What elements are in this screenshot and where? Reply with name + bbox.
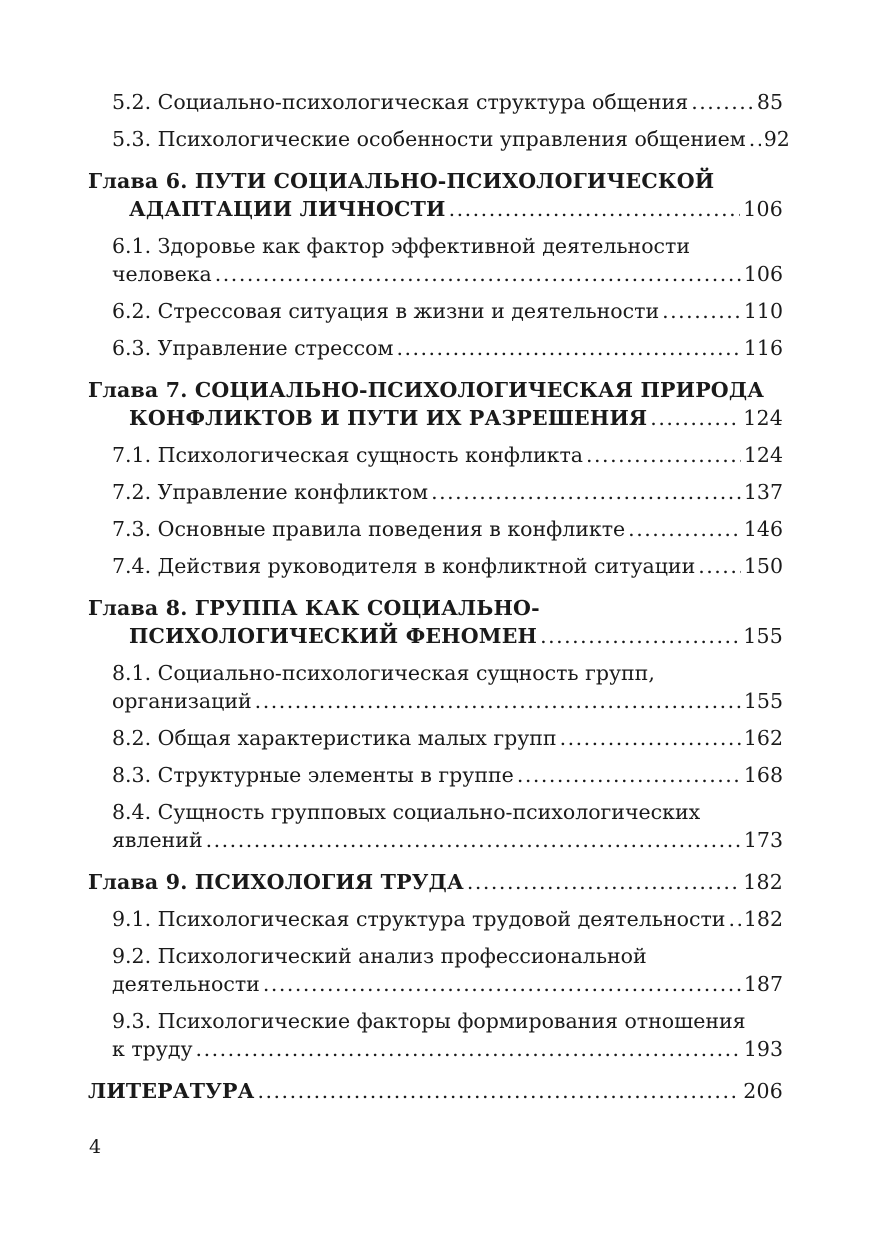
toc-entry-row bbox=[112, 970, 783, 998]
toc-entry-title: 7.4. Действия руководителя в конфликтной ситуации bbox=[112, 554, 696, 578]
toc-section bbox=[88, 441, 783, 469]
dot-leader bbox=[396, 334, 740, 362]
dot-leader bbox=[650, 404, 740, 432]
toc-entry-title: к труду bbox=[112, 1037, 193, 1061]
dot-leader bbox=[206, 826, 741, 854]
toc-section bbox=[88, 297, 783, 325]
toc-entry-title: 5.3. Психологические особенности управления общением bbox=[112, 127, 746, 151]
toc-entry-title: 7.1. Психологическая сущность конфликта bbox=[112, 443, 584, 467]
toc-section bbox=[88, 905, 783, 933]
toc-page-number: 155 bbox=[743, 624, 783, 648]
toc-entry-title: 8.3. Структурные элементы в группе bbox=[112, 763, 514, 787]
toc-entry-title-line: 9.2. Психологический анализ профессиональной bbox=[112, 944, 647, 968]
toc-section bbox=[88, 478, 783, 506]
toc-section bbox=[88, 552, 783, 580]
dot-leader bbox=[431, 478, 741, 506]
toc-page-number: 124 bbox=[743, 443, 783, 467]
toc-entry-title: 7.3. Основные правила поведения в конфликте bbox=[112, 517, 626, 541]
dot-leader bbox=[215, 260, 741, 288]
toc-section bbox=[88, 88, 783, 116]
toc-page-number: 162 bbox=[743, 726, 783, 750]
dot-leader bbox=[196, 1035, 741, 1063]
toc-entry-title-line: 8.4. Сущность групповых социально-психологических bbox=[112, 800, 701, 824]
toc-entry-row bbox=[112, 724, 783, 752]
toc-section bbox=[88, 515, 783, 543]
toc-section bbox=[88, 724, 783, 752]
toc-page-number: 106 bbox=[743, 197, 783, 221]
toc-entry-title: ЛИТЕРАТУРА bbox=[88, 1079, 255, 1103]
toc-page-number: 193 bbox=[743, 1037, 783, 1061]
toc-entry-title: 8.2. Общая характеристика малых групп bbox=[112, 726, 557, 750]
dot-leader bbox=[263, 970, 741, 998]
toc-entry-title-line: Глава 7. СОЦИАЛЬНО-ПСИХОЛОГИЧЕСКАЯ ПРИРОДА bbox=[88, 378, 765, 402]
toc-entry-title-line: Глава 6. ПУТИ СОЦИАЛЬНО-ПСИХОЛОГИЧЕСКОЙ bbox=[88, 169, 715, 193]
toc-page-number: 85 bbox=[756, 90, 783, 114]
toc-entry-row bbox=[112, 88, 783, 116]
toc-section bbox=[88, 334, 783, 362]
toc-chapter bbox=[88, 1077, 783, 1105]
toc-page-number: 206 bbox=[743, 1079, 783, 1103]
toc-entry-title: КОНФЛИКТОВ И ПУТИ ИХ РАЗРЕШЕНИЯ bbox=[129, 406, 648, 430]
dot-leader bbox=[258, 1077, 741, 1105]
dot-leader bbox=[255, 687, 741, 715]
toc-entry-row bbox=[88, 404, 783, 432]
toc-entry-title-line: 9.3. Психологические факторы формирования отношения bbox=[112, 1009, 746, 1033]
toc-entry-row bbox=[112, 125, 790, 153]
dot-leader bbox=[467, 868, 740, 896]
toc-chapter bbox=[88, 167, 783, 223]
toc-page-number: 182 bbox=[743, 870, 783, 894]
toc-section bbox=[88, 942, 783, 998]
toc-section bbox=[88, 761, 783, 789]
toc-entry-row bbox=[112, 478, 783, 506]
toc-page-number: 150 bbox=[743, 554, 783, 578]
dot-leader bbox=[560, 724, 741, 752]
page-number: 4 bbox=[89, 1136, 102, 1158]
toc-entry-title: 9.1. Психологическая структура трудовой деятельности bbox=[112, 907, 726, 931]
toc-entry-title: организаций bbox=[112, 689, 252, 713]
dot-leader bbox=[749, 125, 761, 153]
dot-leader bbox=[540, 622, 740, 650]
toc-chapter bbox=[88, 868, 783, 896]
toc-section bbox=[88, 659, 783, 715]
toc-entry-title: АДАПТАЦИИ ЛИЧНОСТИ bbox=[129, 197, 446, 221]
toc-entry-row bbox=[112, 552, 783, 580]
toc-chapter bbox=[88, 594, 783, 650]
toc-entry-title-line: Глава 8. ГРУППА КАК СОЦИАЛЬНО- bbox=[88, 596, 540, 620]
toc-page-number: 187 bbox=[743, 972, 783, 996]
toc-entry-row bbox=[88, 195, 783, 223]
toc-entry-row bbox=[88, 1077, 783, 1105]
toc-entry-row bbox=[112, 515, 783, 543]
toc-entry-title: 5.2. Социально-психологическая структура общения bbox=[112, 90, 689, 114]
toc-page-number: 155 bbox=[743, 689, 783, 713]
toc-page-number: 116 bbox=[743, 336, 783, 360]
dot-leader bbox=[728, 905, 740, 933]
toc-page-number: 92 bbox=[763, 127, 790, 151]
dot-leader bbox=[517, 761, 741, 789]
toc-page-number: 137 bbox=[743, 480, 783, 504]
dot-leader bbox=[691, 88, 754, 116]
toc-entry-row bbox=[88, 622, 783, 650]
toc-entry-title: деятельности bbox=[112, 972, 260, 996]
toc-entry-title: 6.3. Управление стрессом bbox=[112, 336, 394, 360]
toc-entry-title: ПСИХОЛОГИЧЕСКИЙ ФЕНОМЕН bbox=[129, 624, 538, 648]
toc-entry-row bbox=[112, 1035, 783, 1063]
toc-entry-title: 6.2. Стрессовая ситуация в жизни и деятельности bbox=[112, 299, 660, 323]
toc-entry-row bbox=[112, 334, 783, 362]
toc-entry-title: явлений bbox=[112, 828, 203, 852]
dot-leader bbox=[698, 552, 741, 580]
toc-section bbox=[88, 1007, 783, 1063]
toc-entry-row bbox=[112, 260, 783, 288]
toc-entry-row bbox=[112, 761, 783, 789]
toc-page-number: 168 bbox=[743, 763, 783, 787]
toc-section bbox=[88, 232, 783, 288]
dot-leader bbox=[628, 515, 741, 543]
dot-leader bbox=[449, 195, 741, 223]
dot-leader bbox=[586, 441, 741, 469]
toc-entry-row bbox=[112, 441, 783, 469]
toc-entry-row bbox=[88, 868, 783, 896]
toc-page-number: 173 bbox=[743, 828, 783, 852]
toc-entry-title-line: 6.1. Здоровье как фактор эффективной деятельности bbox=[112, 234, 691, 258]
dot-leader bbox=[662, 297, 741, 325]
toc-entry-row bbox=[112, 826, 783, 854]
toc-entry-title: человека bbox=[112, 262, 212, 286]
toc-page-number: 146 bbox=[743, 517, 783, 541]
toc-entry-title-line: 8.1. Социально-психологическая сущность групп, bbox=[112, 661, 655, 685]
toc-section bbox=[88, 125, 790, 153]
toc-entry-row bbox=[112, 297, 783, 325]
toc-page-number: 182 bbox=[743, 907, 783, 931]
toc-entry-row bbox=[112, 687, 783, 715]
toc-page-number: 110 bbox=[743, 299, 783, 323]
toc-entry-title: 7.2. Управление конфликтом bbox=[112, 480, 429, 504]
toc-chapter bbox=[88, 376, 783, 432]
toc-entry-row bbox=[112, 905, 783, 933]
table-of-contents bbox=[88, 88, 790, 1105]
toc-section bbox=[88, 798, 783, 854]
toc-page-number: 106 bbox=[743, 262, 783, 286]
toc-entry-title: Глава 9. ПСИХОЛОГИЯ ТРУДА bbox=[88, 870, 464, 894]
toc-page-number: 124 bbox=[743, 406, 783, 430]
